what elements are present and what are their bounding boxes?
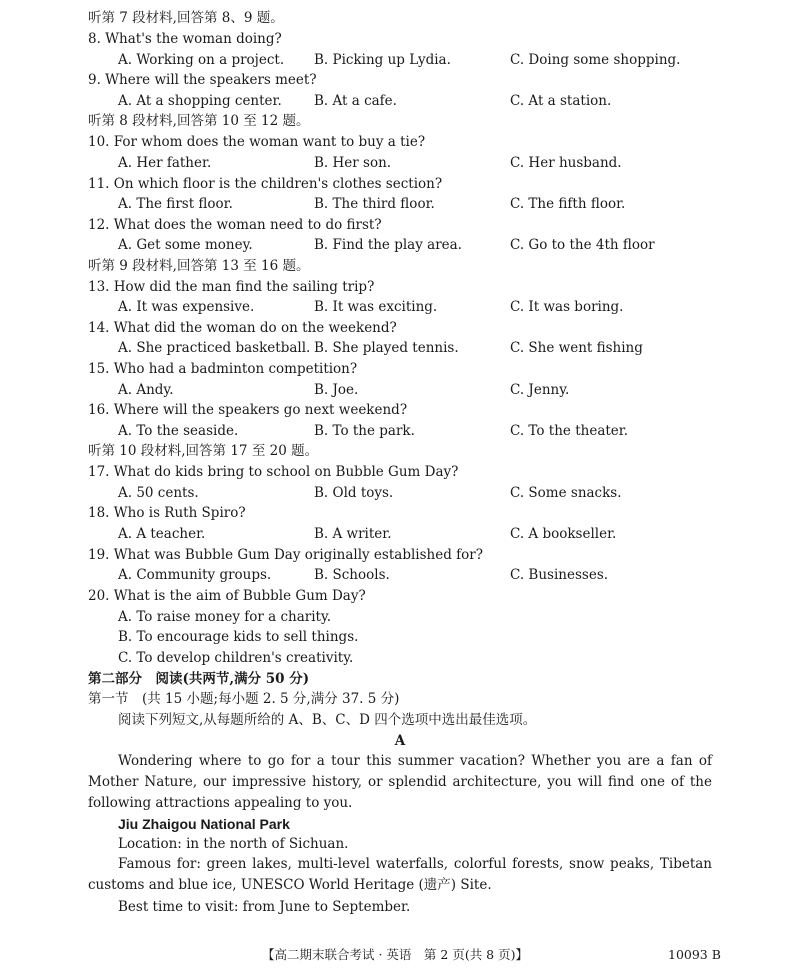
question-11-option-a: A. The first floor. bbox=[118, 196, 233, 212]
section-header-7: 听第 7 段材料,回答第 8、9 题。 bbox=[88, 10, 284, 26]
question-17-option-a: A. 50 cents. bbox=[118, 485, 199, 501]
question-13-option-b: B. It was exciting. bbox=[314, 299, 438, 315]
question-15-option-c: C. Jenny. bbox=[510, 382, 570, 398]
question-20-option-a: A. To raise money for a charity. bbox=[118, 609, 332, 625]
question-18-option-c: C. A bookseller. bbox=[510, 526, 617, 542]
question-20-option-c: C. To develop children's creativity. bbox=[118, 650, 354, 666]
question-12-option-b: B. Find the play area. bbox=[314, 237, 462, 253]
attraction-famous-for: Famous for: green lakes, multi-level waterfalls, colorful forests, snow peaks, Tibetan customs and blue ice, UNESCO World Heritage (遗产) Site. bbox=[88, 856, 712, 893]
question-15-option-a: A. Andy. bbox=[118, 382, 174, 398]
question-8: 8. What's the woman doing? bbox=[88, 31, 282, 47]
section-header-9: 听第 9 段材料,回答第 13 至 16 题。 bbox=[88, 258, 310, 274]
question-18-option-b: B. A writer. bbox=[314, 526, 392, 542]
section-header-10: 听第 10 段材料,回答第 17 至 20 题。 bbox=[88, 443, 319, 459]
question-9-option-c: C. At a station. bbox=[510, 93, 612, 109]
question-14-option-a: A. She practiced basketball. bbox=[118, 340, 311, 356]
question-19-option-b: B. Schools. bbox=[314, 567, 390, 583]
question-19-option-a: A. Community groups. bbox=[118, 567, 272, 583]
attraction-title: Jiu Zhaigou National Park bbox=[118, 816, 290, 832]
question-17-option-c: C. Some snacks. bbox=[510, 485, 622, 501]
question-15: 15. Who had a badminton competition? bbox=[88, 361, 358, 377]
reading-instruction: 阅读下列短文,从每题所给的 A、B、C、D 四个选项中选出最佳选项。 bbox=[118, 712, 537, 728]
question-13-option-c: C. It was boring. bbox=[510, 299, 624, 315]
question-9-option-b: B. At a cafe. bbox=[314, 93, 397, 109]
page-footer: 【高二期末联合考试 · 英语 第 2 页(共 8 页)】 bbox=[262, 947, 528, 962]
section-header-8: 听第 8 段材料,回答第 10 至 12 题。 bbox=[88, 113, 310, 129]
question-18-option-a: A. A teacher. bbox=[118, 526, 206, 542]
question-12-option-a: A. Get some money. bbox=[118, 237, 253, 253]
passage-intro: Wondering where to go for a tour this summer vacation? Whether you are a fan of Mother Nature, our impressive history, or splendid architecture, you will find one of the following attractions appealing to you. bbox=[88, 753, 712, 811]
question-8-option-b: B. Picking up Lydia. bbox=[314, 52, 451, 68]
section-one-heading: 第一节 (共 15 小题;每小题 2. 5 分,满分 37. 5 分) bbox=[88, 691, 400, 707]
question-10: 10. For whom does the woman want to buy a tie? bbox=[88, 134, 426, 150]
question-16: 16. Where will the speakers go next weekend? bbox=[88, 402, 408, 418]
question-17-option-b: B. Old toys. bbox=[314, 485, 394, 501]
question-9: 9. Where will the speakers meet? bbox=[88, 72, 317, 88]
question-10-option-c: C. Her husband. bbox=[510, 155, 622, 171]
question-20: 20. What is the aim of Bubble Gum Day? bbox=[88, 588, 366, 604]
attraction-location: Location: in the north of Sichuan. bbox=[118, 836, 349, 852]
question-14-option-c: C. She went fishing bbox=[510, 340, 643, 356]
question-18: 18. Who is Ruth Spiro? bbox=[88, 505, 246, 521]
question-11: 11. On which floor is the children's clothes section? bbox=[88, 176, 443, 192]
question-8-option-c: C. Doing some shopping. bbox=[510, 52, 681, 68]
question-19-option-c: C. Businesses. bbox=[510, 567, 609, 583]
question-10-option-b: B. Her son. bbox=[314, 155, 392, 171]
passage-label: A bbox=[394, 733, 406, 749]
question-13-option-a: A. It was expensive. bbox=[118, 299, 255, 315]
question-14-option-b: B. She played tennis. bbox=[314, 340, 459, 356]
question-12: 12. What does the woman need to do first? bbox=[88, 217, 382, 233]
question-16-option-b: B. To the park. bbox=[314, 423, 415, 439]
question-16-option-c: C. To the theater. bbox=[510, 423, 629, 439]
question-13: 13. How did the man find the sailing trip? bbox=[88, 279, 375, 295]
question-10-option-a: A. Her father. bbox=[118, 155, 212, 171]
question-20-option-b: B. To encourage kids to sell things. bbox=[118, 629, 359, 645]
question-19: 19. What was Bubble Gum Day originally established for? bbox=[88, 547, 483, 563]
question-11-option-b: B. The third floor. bbox=[314, 196, 435, 212]
question-16-option-a: A. To the seaside. bbox=[118, 423, 239, 439]
question-9-option-a: A. At a shopping center. bbox=[118, 93, 282, 109]
question-17: 17. What do kids bring to school on Bubble Gum Day? bbox=[88, 464, 459, 480]
question-8-option-a: A. Working on a project. bbox=[118, 52, 285, 68]
question-11-option-c: C. The fifth floor. bbox=[510, 196, 626, 212]
part-two-heading: 第二部分 阅读(共两节,满分 50 分) bbox=[88, 671, 310, 687]
question-14: 14. What did the woman do on the weekend? bbox=[88, 320, 397, 336]
question-12-option-c: C. Go to the 4th floor bbox=[510, 237, 655, 253]
exam-code: 10093 B bbox=[668, 947, 721, 962]
attraction-best-time: Best time to visit: from June to September. bbox=[118, 899, 411, 915]
question-15-option-b: B. Joe. bbox=[314, 382, 359, 398]
